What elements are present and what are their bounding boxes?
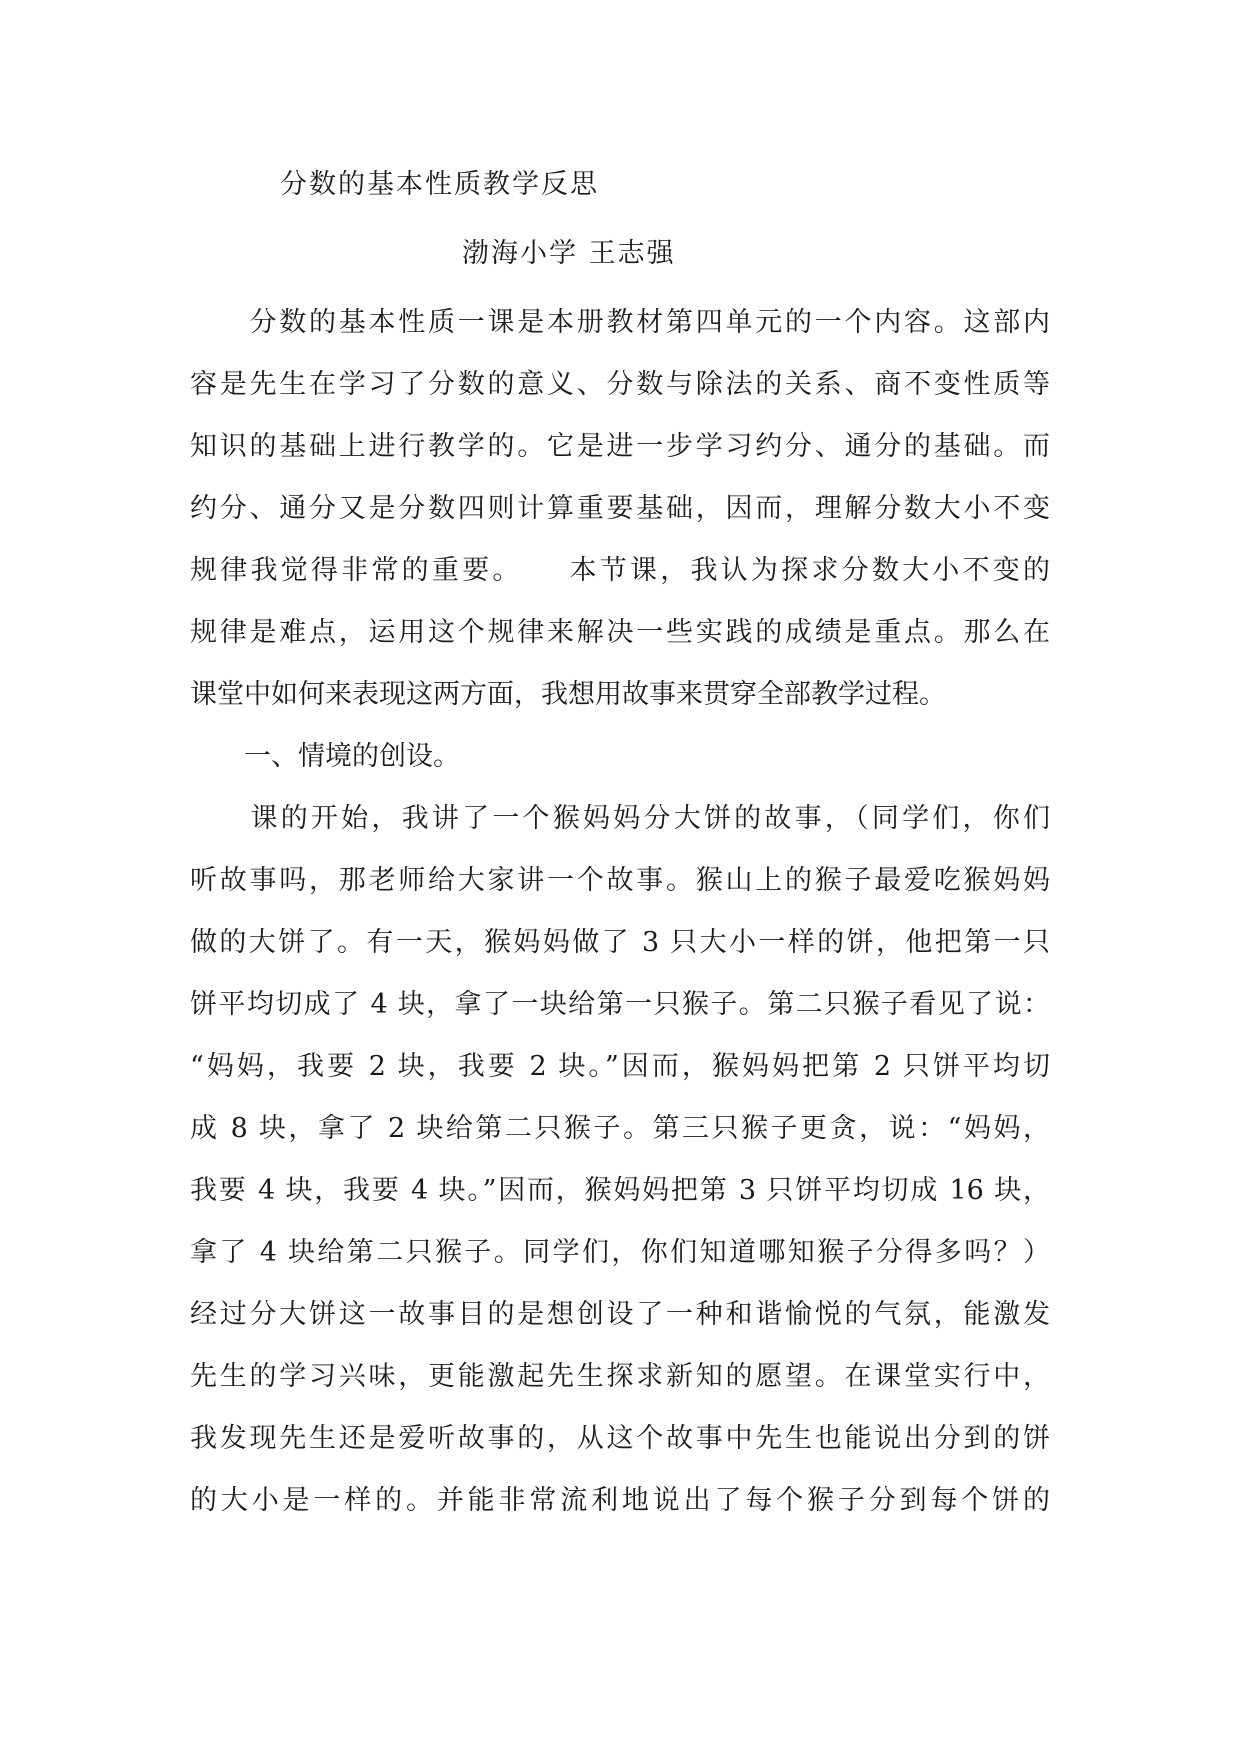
document-title: 分数的基本性质教学反思 [280,169,599,200]
paragraph-line: 我发现先生还是爱听故事的，从这个故事中先生也能说出分到的饼 [190,1423,1050,1454]
paragraph-line: 饼平均切成了 4 块，拿了一块给第一只猴子。第二只猴子看见了说： [190,989,1050,1020]
paragraph-line: 听故事吗，那老师给大家讲一个故事。猴山上的猴子最爱吃猴妈妈 [190,865,1050,896]
paragraph-line: 课堂中如何来表现这两方面，我想用故事来贯穿全部教学过程。 [190,679,946,710]
paragraph-line: “妈妈，我要 2 块，我要 2 块。”因而，猴妈妈把第 2 只饼平均切 [190,1051,1050,1082]
paragraph-line: 经过分大饼这一故事目的是想创设了一种和谐愉悦的气氛，能激发 [190,1299,1050,1330]
section-heading: 一、情境的创设。 [190,741,460,772]
paragraph-line: 容是先生在学习了分数的意义、分数与除法的关系、商不变性质等 [190,369,1050,400]
paragraph-line: 知识的基础上进行教学的。它是进一步学习约分、通分的基础。而 [190,431,1050,462]
document-author: 渤海小学 王志强 [462,238,676,269]
paragraph-line: 我要 4 块，我要 4 块。”因而，猴妈妈把第 3 只饼平均切成 16 块， [190,1175,1050,1206]
paragraph-line: 做的大饼了。有一天，猴妈妈做了 3 只大小一样的饼，他把第一只 [190,927,1050,958]
paragraph-line: 规律我觉得非常的重要。 本节课，我认为探求分数大小不变的 [190,555,1050,586]
paragraph-line: 约分、通分又是分数四则计算重要基础，因而，理解分数大小不变 [190,493,1050,524]
paragraph-line: 先生的学习兴味，更能激起先生探求新知的愿望。在课堂实行中， [190,1361,1050,1392]
paragraph-line: 的大小是一样的。并能非常流利地说出了每个猴子分到每个饼的 [190,1485,1050,1516]
paragraph-line: 规律是难点，运用这个规律来解决一些实践的成绩是重点。那么在 [190,617,1050,648]
paragraph-line: 分数的基本性质一课是本册教材第四单元的一个内容。这部内 [190,307,1050,338]
paragraph-line: 课的开始，我讲了一个猴妈妈分大饼的故事，（同学们，你们 [190,803,1050,834]
paragraph-line: 成 8 块，拿了 2 块给第二只猴子。第三只猴子更贪，说：“妈妈， [190,1113,1050,1144]
paragraph-line: 拿了 4 块给第二只猴子。同学们，你们知道哪知猴子分得多吗？） [190,1237,1050,1268]
